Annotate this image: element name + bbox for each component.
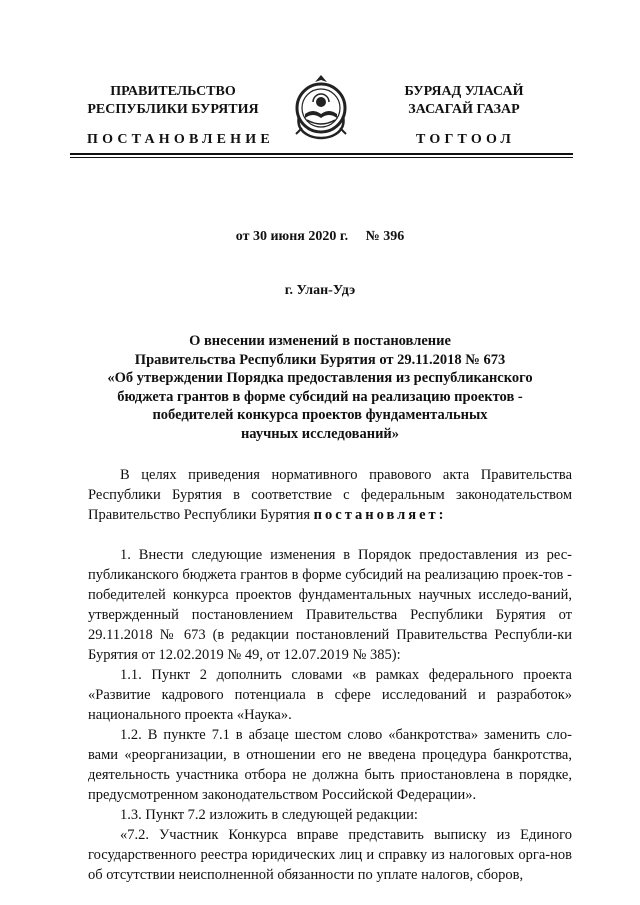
header-divider-thin [70,157,573,158]
government-name-ru-line1: ПРАВИТЕЛЬСТВО [110,84,236,99]
preamble-text: В целях приведения нормативного правового акта Правительства Республики Бурятия в соответствие с федеральным законодательством Правительство Республики Бурятия [88,467,572,523]
government-name-bua-line1: БУРЯАД УЛАСАЙ [404,84,524,99]
body-paragraph: 1.2. В пункте 7.1 в абзаце шестом слово «банкротства» заменить сло-вами «реорганизации, в отношении его не введена процедура банкротства, деятельность участника отбора не должна быть приостановлена в порядке, предусмотренном законодательством Российской Федерации». [88,727,572,803]
government-name-ru [78,83,268,119]
document-city: г. Улан-Удэ [284,283,356,298]
header-divider-thick [70,153,573,155]
document-body [88,465,572,885]
government-name-bua-line2: ЗАСАГАЙ ГАЗАР [408,102,520,117]
title-line: О внесении изменений в постановление [189,333,451,349]
title-line: бюджета грантов в форме субсидий на реализацию проектов - [117,388,523,405]
coat-of-arms-emblem [290,72,352,142]
preamble-emphasis: постановляет: [313,507,447,523]
title-line: победителей конкурса проектов фундаментальных [152,407,488,423]
body-paragraph: 1.1. Пункт 2 дополнить словами «в рамках федерального проекта «Развитие кадрового потенциала в сфере исследований и разработок» национального проекта «Наука». [88,667,572,723]
document-date-number: от 30 июня 2020 г. № 396 [235,229,405,244]
body-paragraph: «7.2. Участник Конкурса вправе представить выписку из Единого государственного реестра юридических лиц и справку из налоговых орга-нов об отсутствии неисполненной обязанности по уплате налогов, сборов, [88,827,572,883]
title-line: «Об утверждении Порядка предоставления из республиканского [107,370,533,386]
body-paragraph: 1.3. Пункт 7.2 изложить в следующей редакции: [120,807,418,823]
preamble-paragraph [88,465,572,525]
document-title [90,332,550,443]
doctype-bua: ТОГТООЛ [416,132,516,147]
government-name-ru-line2: РЕСПУБЛИКИ БУРЯТИЯ [87,102,259,117]
title-line: Правительства Республики Бурятия от 29.11.2018 № 673 [134,351,506,368]
government-name-bua [374,83,554,119]
doctype-ru: ПОСТАНОВЛЕНИЕ [87,132,274,147]
body-paragraph: 1. Внести следующие изменения в Порядок предоставления из рес-публиканского бюджета грантов в форме субсидий на реализацию проек-тов - победителей конкурса проектов фундаментальных научных исследо-ваний, утвержденный постановлением Правительства Республики Бурятия от 29.11.2018 № 673 (в редакции постановлений Правительства Республи-ки Бурятия от 12.02.2019 № 49, от 12.07.2019 № 385): [88,547,572,663]
title-line: научных исследований» [240,425,400,442]
